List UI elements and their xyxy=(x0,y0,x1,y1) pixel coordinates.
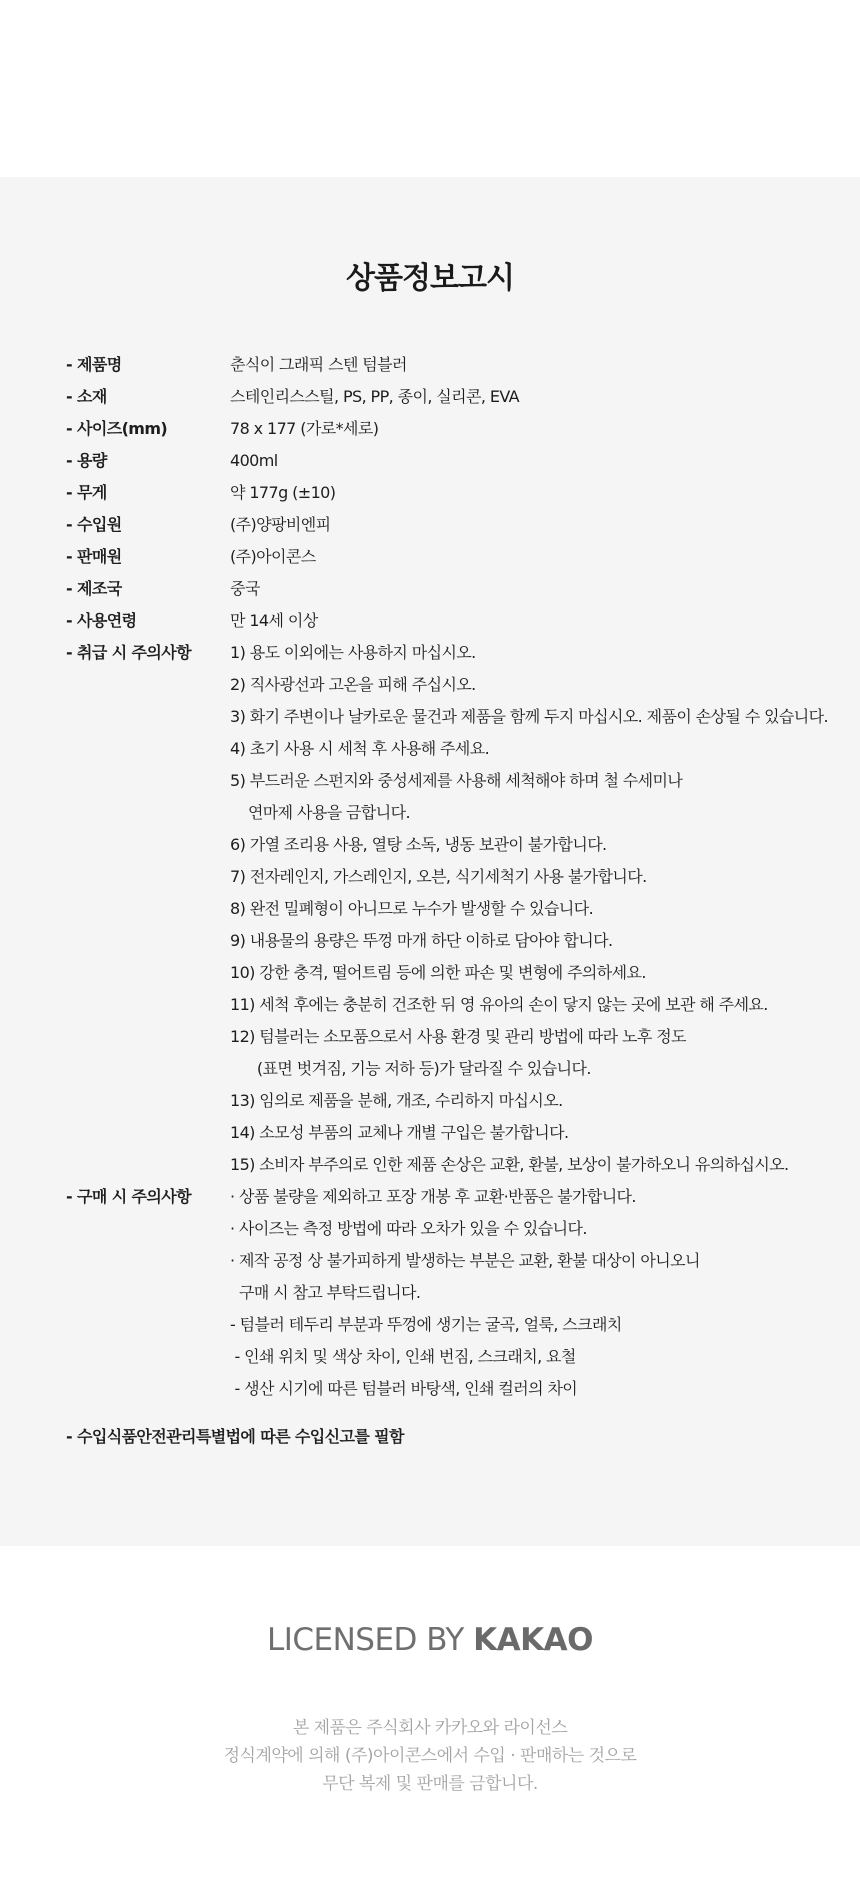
info-value-line: 11) 세척 후에는 충분히 건조한 뒤 영 유아의 손이 닿지 않는 곳에 보관 해 주세요. xyxy=(230,995,768,1014)
info-value-line: 12) 텀블러는 소모품으로서 사용 환경 및 관리 방법에 따라 노후 정도 xyxy=(230,1027,686,1046)
info-label: - 용량 xyxy=(66,451,107,470)
info-label: - 구매 시 주의사항 xyxy=(66,1187,191,1206)
info-label: - 제조국 xyxy=(66,579,122,598)
info-value-line: - 인쇄 위치 및 색상 차이, 인쇄 번짐, 스크래치, 요철 xyxy=(230,1347,576,1366)
info-row xyxy=(66,573,846,605)
license-notice xyxy=(0,1714,860,1798)
info-values xyxy=(230,413,846,445)
info-value-line: 6) 가열 조리용 사용, 열탕 소독, 냉동 보관이 불가합니다. xyxy=(230,835,607,854)
info-value-line: 14) 소모성 부품의 교체나 개별 구입은 불가합니다. xyxy=(230,1123,569,1142)
license-prefix: LICENSED BY xyxy=(266,1622,474,1658)
product-info-panel xyxy=(0,177,860,1546)
info-row xyxy=(66,509,846,541)
info-row xyxy=(66,605,846,637)
info-value-line: (주)양팡비엔피 xyxy=(230,515,331,534)
info-label: - 무게 xyxy=(66,483,107,502)
info-row xyxy=(66,413,846,445)
info-value-line: 4) 초기 사용 시 세척 후 사용해 주세요. xyxy=(230,739,490,758)
info-value-line: 3) 화기 주변이나 날카로운 물건과 제품을 함께 두지 마십시오. 제품이 손상될 수 있습니다. xyxy=(230,707,828,726)
info-values xyxy=(230,477,846,509)
info-row xyxy=(66,477,846,509)
info-value-line: · 제작 공정 상 불가피하게 발생하는 부분은 교환, 환불 대상이 아니오니 xyxy=(230,1251,700,1270)
info-value-line: 1) 용도 이외에는 사용하지 마십시오. xyxy=(230,643,476,662)
info-value-line: 5) 부드러운 스펀지와 중성세제를 사용해 세척해야 하며 철 수세미나 xyxy=(230,771,683,790)
info-label: - 수입원 xyxy=(66,515,122,534)
info-value-line: 구매 시 참고 부탁드립니다. xyxy=(230,1283,421,1302)
info-values xyxy=(230,349,846,381)
info-value-line: · 사이즈는 측정 방법에 따라 오차가 있을 수 있습니다. xyxy=(230,1219,587,1238)
info-value-line: 15) 소비자 부주의로 인한 제품 손상은 교환, 환불, 보상이 불가하오니 유의하십시오. xyxy=(230,1155,789,1174)
info-values xyxy=(230,509,846,541)
page-title: 상품정보고시 xyxy=(346,261,514,296)
info-value-line: 400ml xyxy=(230,451,278,470)
info-value-line: - 생산 시기에 따른 텀블러 바탕색, 인쇄 컬러의 차이 xyxy=(230,1379,578,1398)
notice-line: 정식계약에 의해 (주)아이콘스에서 수입 · 판매하는 것으로 xyxy=(223,1746,637,1766)
info-values xyxy=(230,541,846,573)
info-value-line: 10) 강한 충격, 떨어트림 등에 의한 파손 및 변형에 주의하세요. xyxy=(230,963,646,982)
info-value-line: 약 177g (±10) xyxy=(230,483,336,502)
info-value-line: 2) 직사광선과 고온을 피해 주십시오. xyxy=(230,675,476,694)
info-value-line: 9) 내용물의 용량은 뚜껑 마개 하단 이하로 담아야 합니다. xyxy=(230,931,613,950)
info-values xyxy=(230,1181,846,1405)
info-row xyxy=(66,445,846,477)
info-row xyxy=(66,1181,846,1405)
info-label: - 소재 xyxy=(66,387,107,406)
info-value-line: 연마제 사용을 금합니다. xyxy=(230,803,410,822)
info-values xyxy=(230,381,846,413)
info-value-line: · 상품 불량을 제외하고 포장 개봉 후 교환·반품은 불가합니다. xyxy=(230,1187,636,1206)
info-value-line: 8) 완전 밀폐형이 아니므로 누수가 발생할 수 있습니다. xyxy=(230,899,594,918)
info-label: - 판매원 xyxy=(66,547,122,566)
info-values xyxy=(230,637,846,1181)
license-heading xyxy=(0,1622,860,1658)
info-label: - 취급 시 주의사항 xyxy=(66,643,191,662)
info-value-line: (표면 벗겨짐, 기능 저하 등)가 달라질 수 있습니다. xyxy=(230,1059,591,1078)
notice-line: 본 제품은 주식회사 카카오와 라이선스 xyxy=(292,1718,568,1738)
info-row xyxy=(66,637,846,1181)
info-values xyxy=(230,605,846,637)
info-row xyxy=(66,381,846,413)
info-values xyxy=(230,573,846,605)
info-value-line: 춘식이 그래픽 스텐 텀블러 xyxy=(230,355,407,374)
product-info-table xyxy=(66,349,846,1405)
info-row xyxy=(66,349,846,381)
info-label: - 제품명 xyxy=(66,355,122,374)
info-value-line: - 텀블러 테두리 부분과 뚜껑에 생기는 굴곡, 얼룩, 스크래치 xyxy=(230,1315,622,1334)
license-brand: KAKAO xyxy=(473,1622,594,1658)
import-note: - 수입식품안전관리특별법에 따른 수입신고를 필함 xyxy=(66,1427,404,1446)
info-value-line: (주)아이콘스 xyxy=(230,547,316,566)
info-value-line: 중국 xyxy=(230,579,260,598)
info-value-line: 78 x 177 (가로*세로) xyxy=(230,419,379,438)
info-value-line: 스테인리스스틸, PS, PP, 종이, 실리콘, EVA xyxy=(230,387,520,406)
info-values xyxy=(230,445,846,477)
info-value-line: 13) 임의로 제품을 분해, 개조, 수리하지 마십시오. xyxy=(230,1091,563,1110)
info-label: - 사용연령 xyxy=(66,611,137,630)
info-value-line: 7) 전자레인지, 가스레인지, 오븐, 식기세척기 사용 불가합니다. xyxy=(230,867,647,886)
info-value-line: 만 14세 이상 xyxy=(230,611,318,630)
info-label: - 사이즈(mm) xyxy=(66,419,168,438)
notice-line: 무단 복제 및 판매를 금합니다. xyxy=(322,1774,538,1794)
info-row xyxy=(66,541,846,573)
